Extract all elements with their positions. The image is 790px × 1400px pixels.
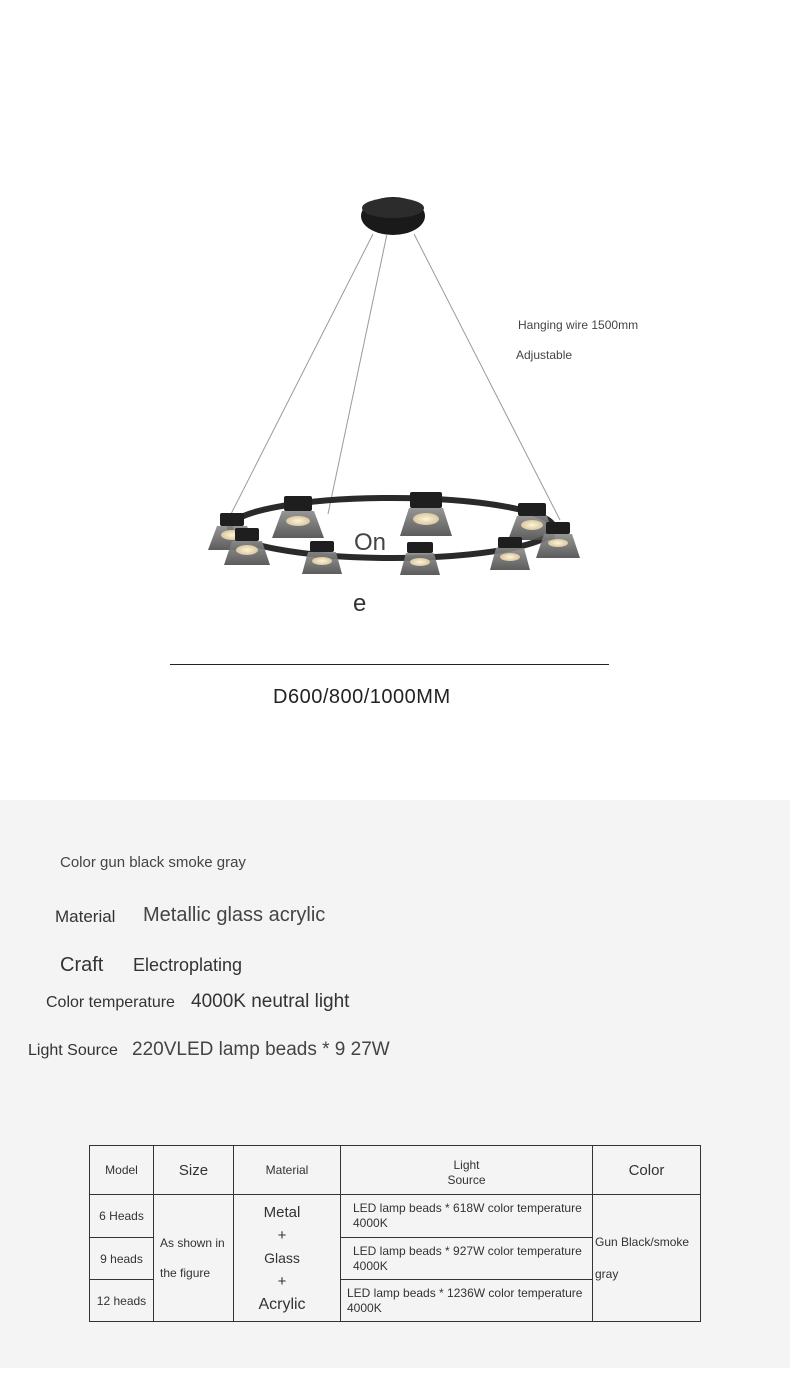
light-source-value: 220VLED lamp beads * 9 27W [132, 1039, 390, 1060]
size-cell [154, 1195, 234, 1322]
craft-value: Electroplating [133, 955, 243, 975]
header-color: Color [593, 1146, 701, 1195]
color-spec: Color gun black smoke gray [60, 854, 246, 871]
color-line1: Gun Black/smoke [595, 1235, 690, 1249]
watermark-text-b: e [353, 590, 367, 617]
wire-length-note: Hanging wire 1500mm [518, 318, 639, 332]
model-cell: 9 heads [90, 1238, 154, 1280]
light-source-cell: LED lamp beads * 927W color temperature 4000K [341, 1238, 593, 1280]
material-value: Metallic glass acrylic [143, 904, 326, 926]
spec-table [89, 1145, 701, 1322]
temperature-key: Color temperature [46, 994, 175, 1011]
bottom-margin [0, 1368, 790, 1400]
chandelier-illustration [0, 0, 790, 660]
canopy [361, 197, 425, 235]
model-cell: 12 heads [90, 1280, 154, 1322]
size-line2: the figure [160, 1266, 211, 1280]
table-header-row [90, 1146, 701, 1195]
spec-panel [0, 800, 790, 1368]
header-light-source [341, 1146, 593, 1195]
material-key: Material [55, 907, 116, 926]
temperature-value: 4000K neutral light [191, 991, 350, 1012]
material-cell [234, 1195, 341, 1322]
watermark-text-a: On [354, 529, 387, 556]
dimension-label: D600/800/1000MM [273, 686, 451, 708]
material-plus-1: + [277, 1226, 287, 1244]
header-model: Model [90, 1146, 154, 1195]
light-source-key: Light Source [28, 1042, 118, 1059]
hanging-wires [231, 234, 560, 520]
header-material: Material [234, 1146, 341, 1195]
light-source-cell: LED lamp beads * 1236W color temperature 4000K [341, 1280, 593, 1322]
craft-key: Craft [60, 954, 104, 976]
adjustable-note: Adjustable [516, 348, 573, 362]
header-light-source-line2: Source [447, 1173, 486, 1187]
material-glass: Glass [264, 1249, 300, 1266]
color-cell [593, 1195, 701, 1322]
material-acrylic: Acrylic [258, 1295, 306, 1313]
size-line1: As shown in [160, 1236, 225, 1250]
dimension-line [170, 664, 609, 665]
header-size: Size [154, 1146, 234, 1195]
lamp-heads [208, 492, 580, 575]
material-metal: Metal [263, 1203, 301, 1221]
model-cell: 6 Heads [90, 1195, 154, 1238]
light-source-cell: LED lamp beads * 618W color temperature 4000K [341, 1195, 593, 1238]
color-line2: gray [595, 1267, 619, 1281]
table-row [90, 1195, 701, 1238]
material-plus-2: + [277, 1272, 287, 1290]
header-light-source-line1: Light [453, 1158, 480, 1172]
